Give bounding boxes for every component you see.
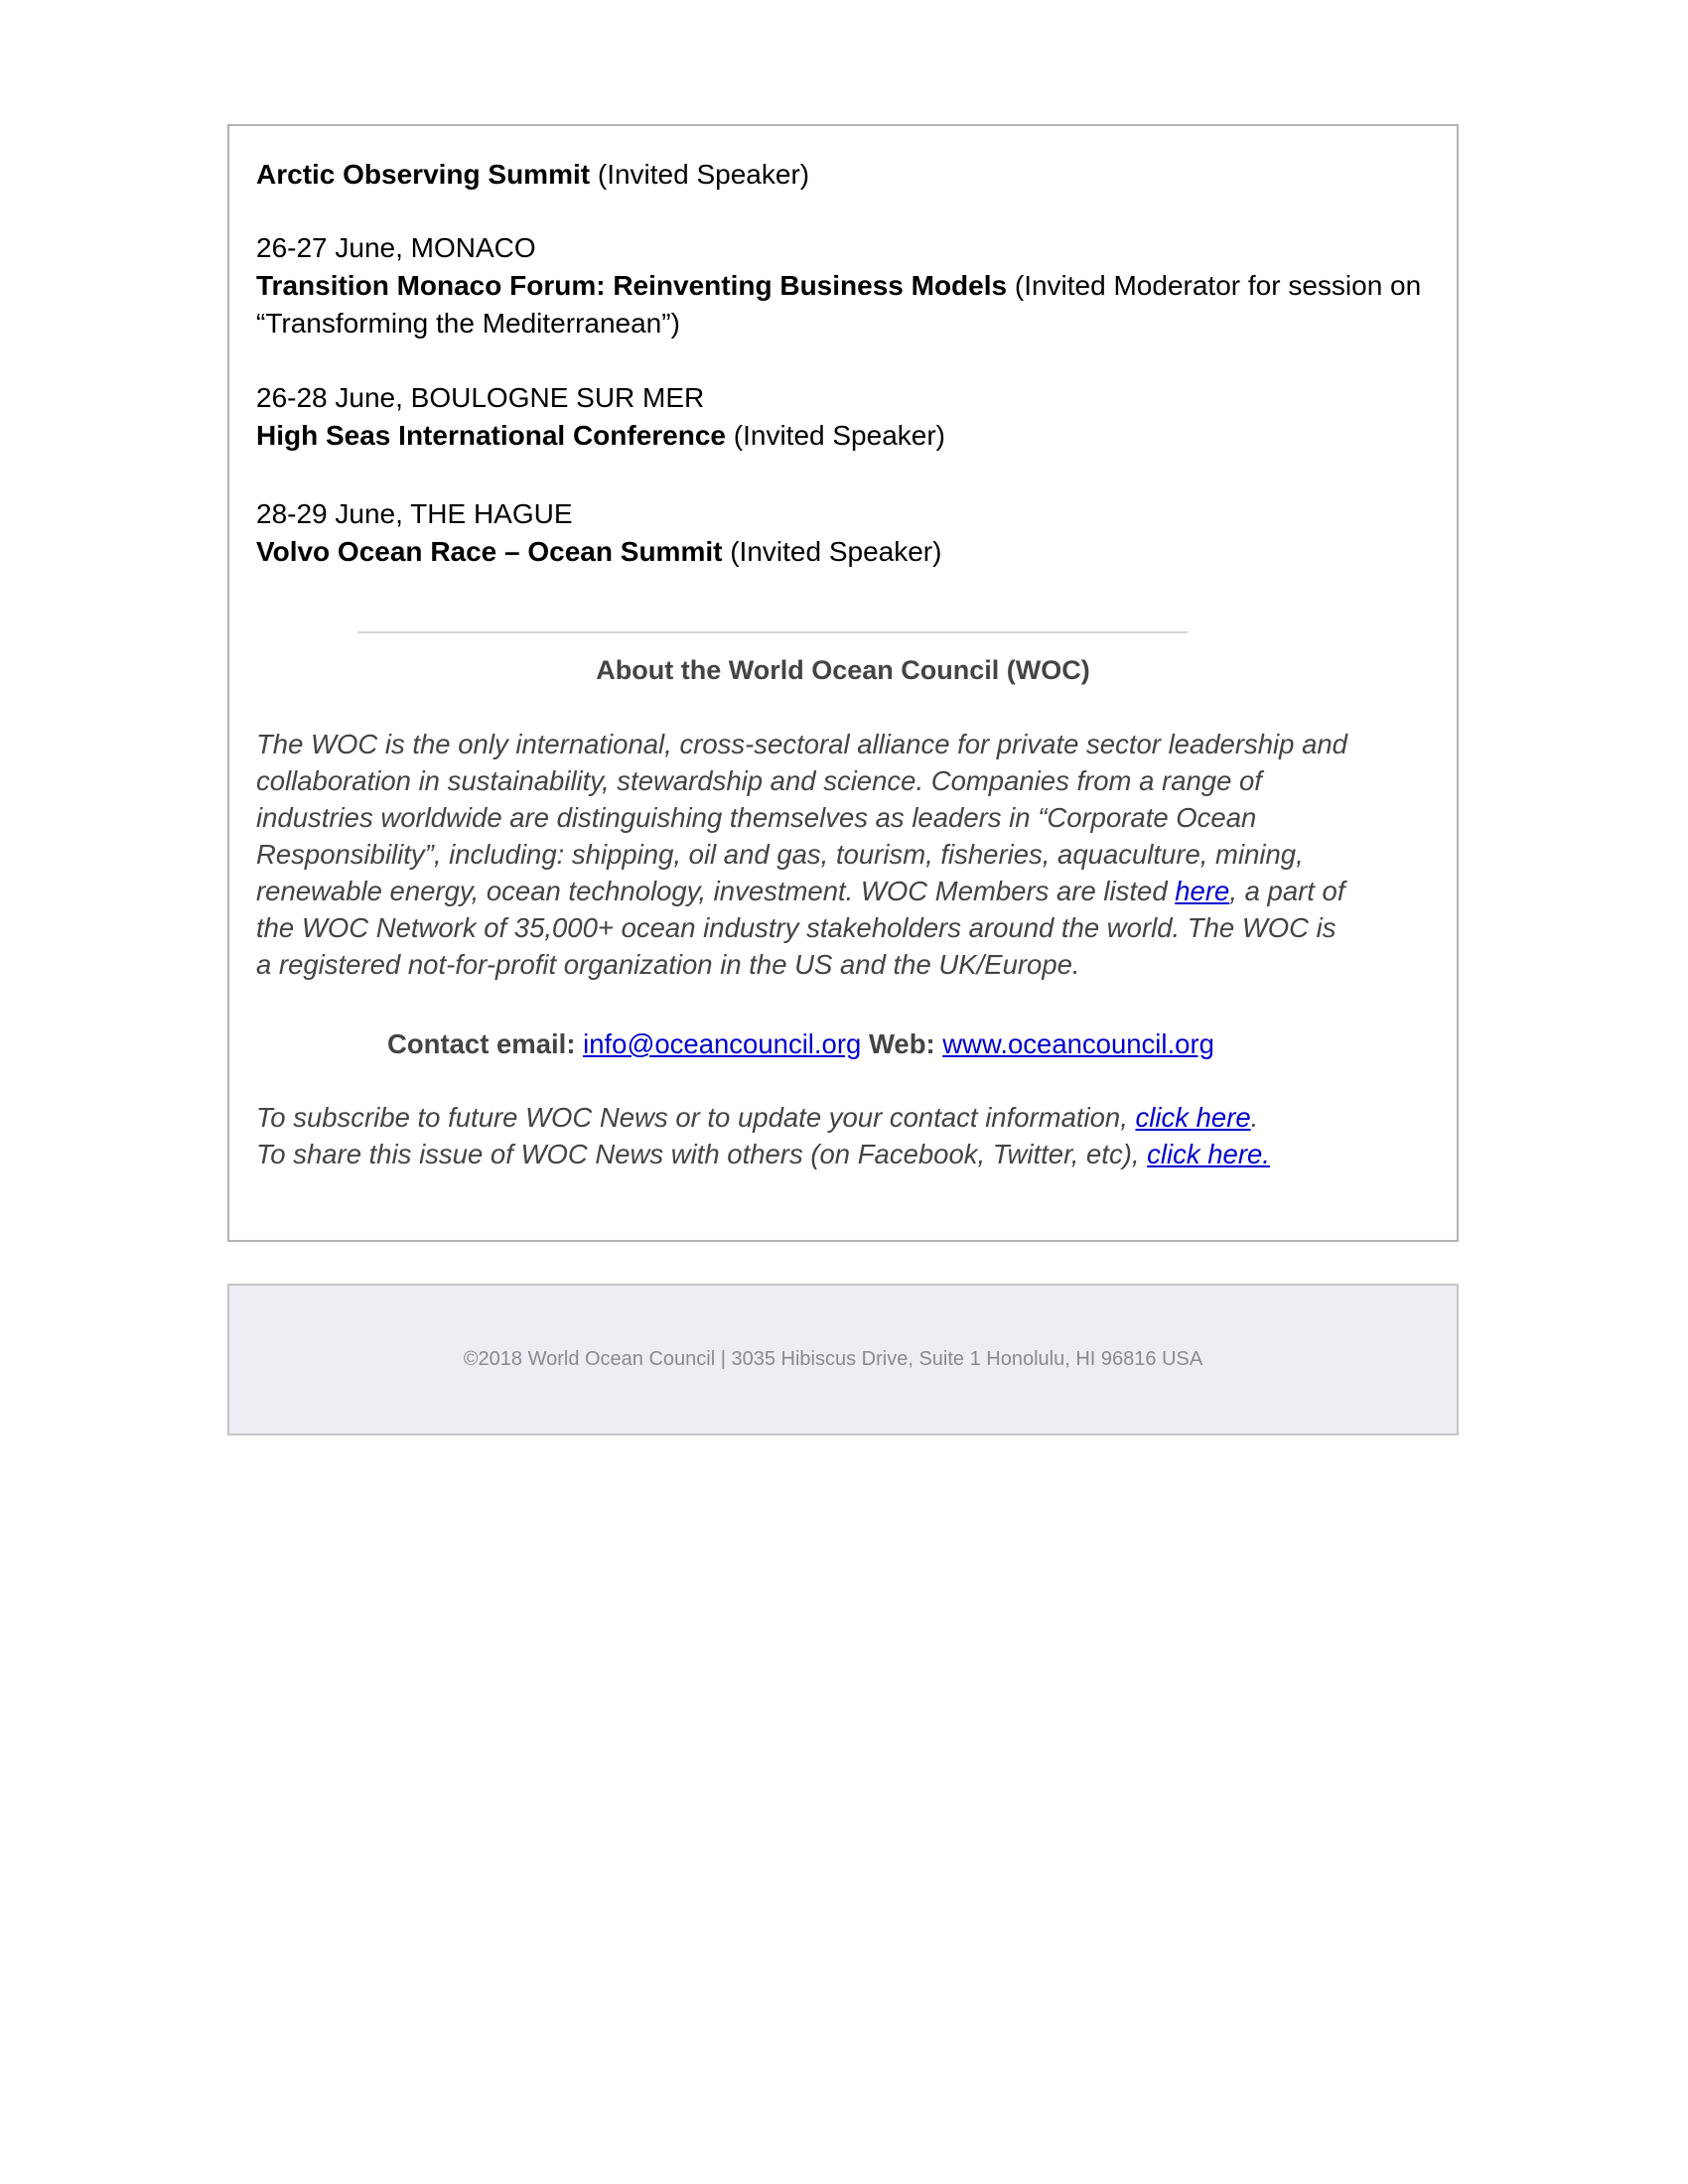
event-item	[256, 495, 941, 571]
about-text-start: The WOC is the only international, cross-sectoral alliance for private sector leadership and collaboration in sustainability, stewardship and science. Companies from a range of industries worldwide are distinguishing themselves as leaders in “Corporate Ocean Responsibility”, including: shipping, oil and gas, tourism, fisheries, aquaculture, mining, renewable energy, ocean technology, investment. WOC Members are listed	[256, 729, 1347, 906]
about-heading: About the World Ocean Council (WOC)	[596, 655, 1090, 685]
share-line	[256, 1136, 1270, 1172]
website-link[interactable]: www.oceancouncil.org	[942, 1028, 1214, 1059]
event-date: 26-27 June, MONACO	[256, 232, 536, 263]
event-item	[256, 156, 809, 194]
subscribe-section	[256, 1099, 1270, 1172]
share-link[interactable]: click here.	[1147, 1139, 1270, 1169]
contact-email-link[interactable]: info@oceancouncil.org	[583, 1028, 862, 1059]
contact-email-label: Contact email:	[387, 1028, 576, 1059]
members-link[interactable]: here	[1175, 876, 1230, 906]
event-role: (Invited Speaker)	[733, 420, 945, 451]
event-item	[256, 379, 945, 455]
event-date: 26-28 June, BOULOGNE SUR MER	[256, 382, 705, 413]
share-text: To share this issue of WOC News with others (on Facebook, Twitter, etc),	[256, 1139, 1148, 1169]
event-role: (Invited Speaker)	[597, 159, 810, 190]
subscribe-line	[256, 1099, 1270, 1136]
event-title: Volvo Ocean Race – Ocean Summit	[256, 536, 723, 567]
event-role: (Invited Moderator for session on “Transforming the Mediterranean”)	[256, 270, 1422, 339]
subscribe-text: To subscribe to future WOC News or to update your contact information,	[256, 1102, 1136, 1133]
section-divider	[357, 631, 1188, 633]
event-title: Arctic Observing Summit	[256, 159, 591, 190]
web-label: Web:	[868, 1028, 935, 1059]
footer-address: ©2018 World Ocean Council | 3035 Hibiscus Drive, Suite 1 Honolulu, HI 96816 USA	[463, 1348, 1203, 1370]
event-date: 28-29 June, THE HAGUE	[256, 498, 573, 529]
event-title: Transition Monaco Forum: Reinventing Business Models	[256, 270, 1008, 301]
event-role: (Invited Speaker)	[730, 536, 942, 567]
subscribe-period: .	[1250, 1102, 1259, 1133]
event-title: High Seas International Conference	[256, 420, 726, 451]
event-item	[256, 229, 1438, 342]
contact-line	[387, 1025, 1214, 1063]
about-paragraph	[256, 726, 1358, 983]
subscribe-link[interactable]: click here	[1135, 1102, 1251, 1133]
about-text-end: , a part of the WOC Network of 35,000+ ocean industry stakeholders around the world. The WOC is a registered not-for-profit organization in the US and the UK/Europe.	[256, 876, 1345, 980]
